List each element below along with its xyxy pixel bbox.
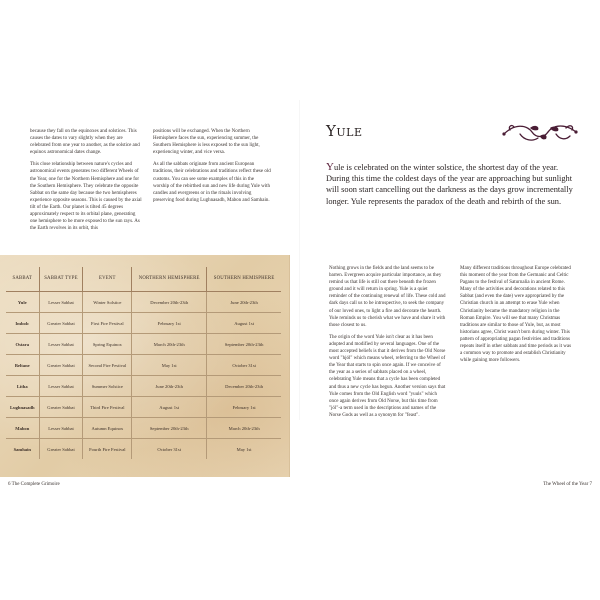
column-header: SOUTHERN HEMISPHERE [207,267,281,292]
drop-cap: Y [326,161,334,173]
sabbat-table [6,267,281,459]
right-text-column-2 [460,265,573,369]
table-cell: Yule [17,299,27,305]
column-header: SABBAT [6,267,39,292]
table-row [6,376,281,397]
table-cell: March 20th-23th [132,334,207,355]
table-cell: Beltane [6,355,39,376]
table-cell: March 20th-23th [207,418,281,439]
table-header-row [6,267,281,292]
table-cell: Lesser Sabbat [39,376,83,397]
table-cell: Autumn Equinox [83,418,132,439]
table-row [6,439,281,460]
table-cell: October 31st [132,439,207,460]
table-row [6,292,281,313]
table-row [6,313,281,334]
table-row [6,397,281,418]
table-cell: First Fire Festival [83,313,132,334]
table-cell: August 1st [207,313,281,334]
table-row [6,418,281,439]
table-cell: Imbolc [6,313,39,334]
table-cell: Second Fire Festival [83,355,132,376]
table-cell: February 1st [132,313,207,334]
table-cell: Winter Solstice [83,292,132,313]
left-text-column-1 [30,128,142,237]
column-header: NORTHERN HEMISPHERE [132,267,207,292]
table-cell: Third Fire Festival [83,397,132,418]
table-cell: May 1st [132,355,207,376]
table-cell: December 20th-23th [132,292,207,313]
table-cell: Fourth Fire Festival [83,439,132,460]
paragraph: because they fall on the equinoxes and solstices. This causes the dates to vary slightly when they are celebrated from one year to another, as the solstice and equinox astronomical dates change. [30,129,140,156]
table-cell: Lesser Sabbat [39,334,83,355]
table-cell: June 20th-23th [207,292,281,313]
table-cell: Mabon [6,418,39,439]
table-cell: May 1st [207,439,281,460]
table-row [6,334,281,355]
paragraph: Nothing grows in the fields and the land seems to be barren. Evergreen acquire particular importance, as they remind us that life is still out there beneath the frozen ground and it will return in spring. Yule is a quiet reminder of the continuing renewal of life. These cold and dark days call us to be introspective, to seek the company of our loved ones, to light a fire and decorate the hearth. Yule reminds us to cherish what we have and share it with those closest to us. [329,266,446,328]
table-cell: June 20th-23th [132,376,207,397]
table-cell: Samhain [6,439,39,460]
table-cell: Greater Sabbat [39,355,83,376]
table-cell: February 1st [207,397,281,418]
left-text-column-2 [153,128,271,209]
table-cell: Greater Sabbat [39,313,83,334]
table-cell: September 20th-23th [207,334,281,355]
paragraph: The origin of the word Yule isn't clear as it has been adopted and modified by several languages. One of the most accepted beliefs is that it derives from the Old Norse word "hjól" which means wheel, referring to the Wheel of the Year that starts to spin once again. If we conceive of the year as a series of sabbats placed on a wheel, celebrating Yule means that a cycle has been completed and thus a new cycle has begun. Another version says that Yule comes from the Old English word "yuuls" which once again derives from Old Norse, but this time from "jól"-a term used in the descriptions and names of the Norse Gods as well as a synonym for "feast". [329,334,446,418]
table-row [6,355,281,376]
sabbat-table-panel [0,255,290,477]
table-cell: Spring Equinox [83,334,132,355]
table-cell: October 31st [207,355,281,376]
table-cell: September 20th-23th [132,418,207,439]
intro-text: ule is celebrated on the winter solstice, the shortest day of the year. During this time the coldest days of the year are approaching but sunlight will soon start cancelling out the darkness as the days grow incrementally longer. Yule represents the paradox of the death and rebirth of the sun. [326,163,573,206]
paragraph: This close relationship between nature's cycles and astronomical events generates two different Wheels of the Year, one for the Northern Hemisphere and one for the Southern Hemisphere. They celebrate the opposite Sabbat on the same day because the two hemispheres experience opposite seasons. This is caused by the axial tilt of the Earth. Our planet is tilted 45 degrees approximately respect to its orbital plane, generating one hemisphere to be more exposed to the sun rays. As the Earth revolves in its orbit, this [30,162,142,232]
table-cell: Lesser Sabbat [39,292,83,313]
table-cell: Ostara [6,334,39,355]
table-cell: Summer Solstice [83,376,132,397]
page-number-left: 6 The Complete Grimoire [8,482,60,487]
page-number-right: The Wheel of the Year 7 [543,482,592,487]
column-header: EVENT [83,267,132,292]
right-page [300,0,600,600]
paragraph: positions will be exchanged. When the Northern Hemisphere faces the sun, experiencing summer, the Southern Hemisphere is less exposed to the sun light, experiencing winter, and vice versa. [153,129,260,156]
table-cell: December 20th-23th [207,376,281,397]
column-header: SABBAT TYPE [39,267,83,292]
flourish-ornament-icon [500,120,580,146]
paragraph: Many different traditions throughout Europe celebrated this moment of the year from the Germanic and Celtic Pagans to the festival of Saturnalia in ancient Rome. Many of the activities and decorations related to this Sabbat (and even the date) were appropriated by the Christian church in an attempt to erase Yule when Christianity became the mandatory religion in the Roman Empire. You will see that many Christmas traditions are similar to those of Yule, but, as most historians agree, Christ wasn't born during winter. This pattern of appropriating pagan festivities and traditions repeats itself in other sabbats and time periods as it was a common way to promote and establish Christianity while gaining more followers. [460,266,572,364]
table-cell: Greater Sabbat [39,439,83,460]
table-cell: Greater Sabbat [39,397,83,418]
table-cell: Lughnasadh [6,397,39,418]
right-text-column-1 [329,265,446,424]
paragraph: As all the sabbats originate from ancient European traditions, their celebrations and traditions reflect these old customs. You can see some examples of this in the worship of the rebirthed sun and new life during Yule with candles and evergreens or in the rituals involving preserving food during Lughnasadh, Mabon and Samhain. [153,162,271,203]
intro-paragraph [326,162,576,207]
table-cell: Lesser Sabbat [39,418,83,439]
table-cell: August 1st [132,397,207,418]
page-title: Yule [326,122,363,140]
table-cell: Litha [6,376,39,397]
